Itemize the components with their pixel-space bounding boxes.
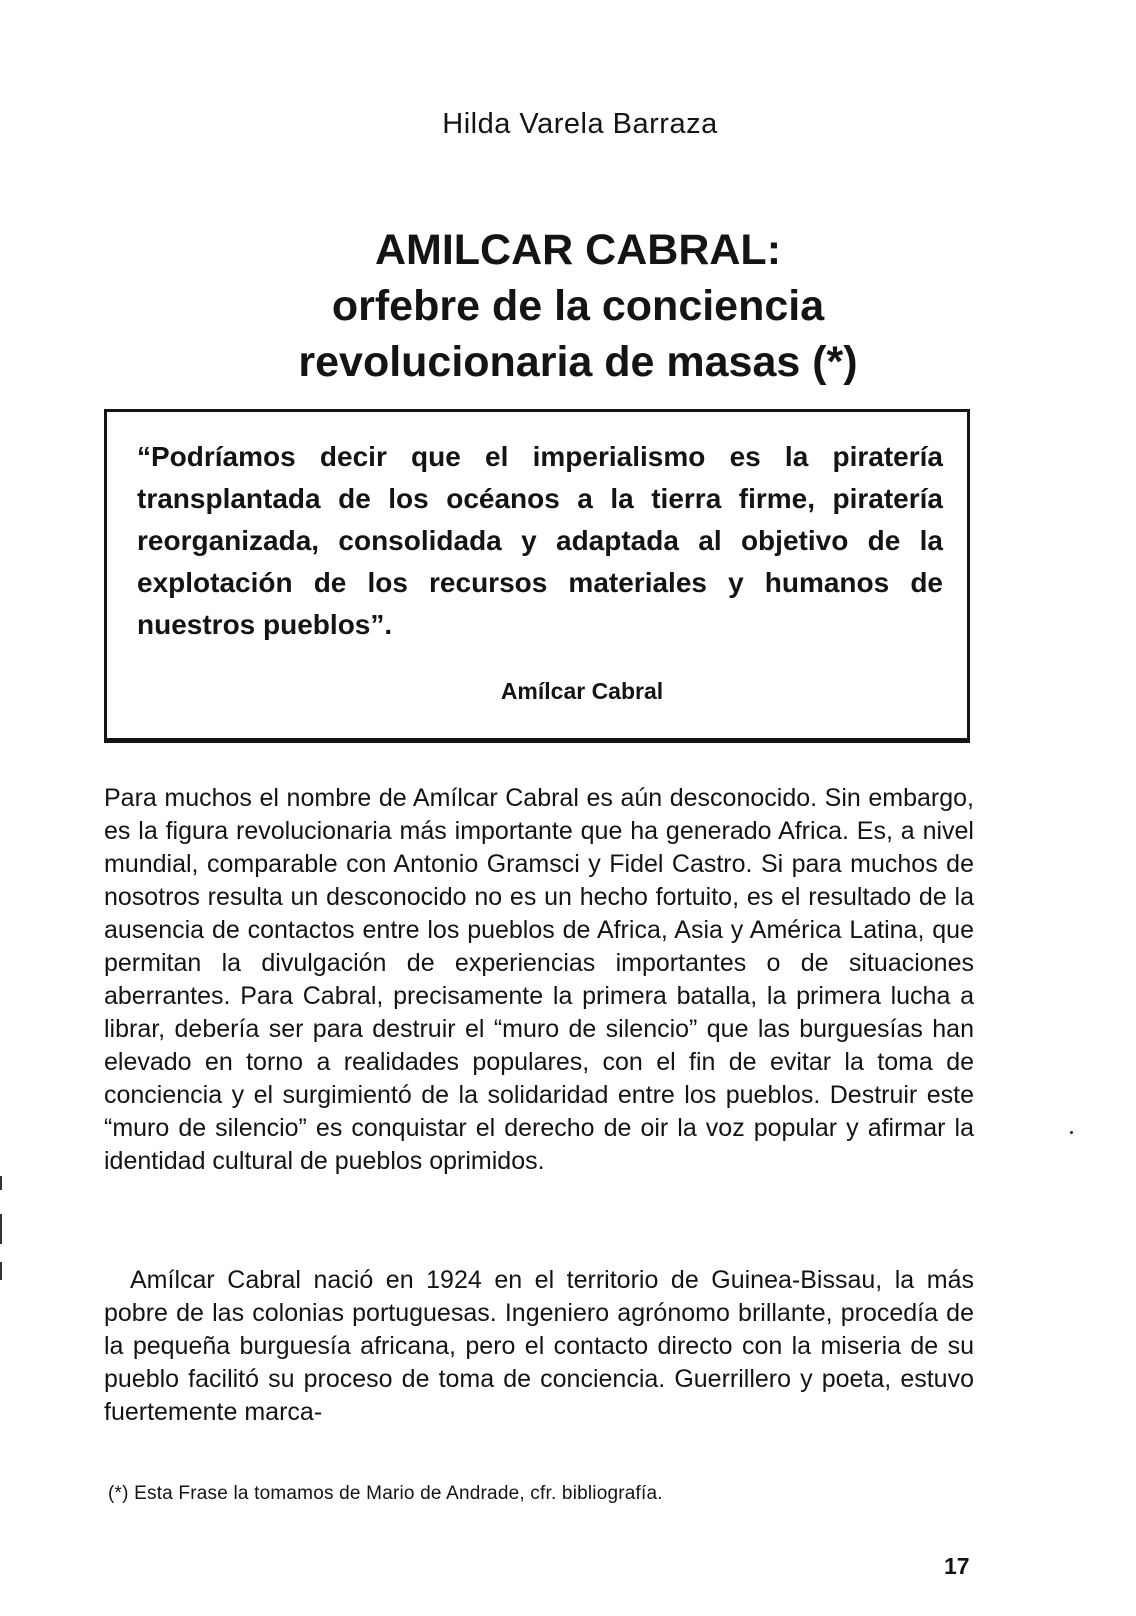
footnote: (*) Esta Frase la tomamos de Mario de Andrade, cfr. bibliografía. bbox=[108, 1483, 663, 1504]
title-line-1: AMILCAR CABRAL: bbox=[374, 226, 782, 274]
title-line-2: orfebre de la conciencia bbox=[331, 282, 825, 330]
epigraph-attribution: Amílcar Cabral bbox=[500, 678, 664, 704]
scan-margin-mark bbox=[0, 1214, 2, 1244]
title-line-3: revolucionaria de masas (*) bbox=[298, 338, 858, 386]
body-paragraph-2: Amílcar Cabral nació en 1924 en el territorio de Guinea-Bissau, la más pobre de las colonias portuguesas. Ingeniero agrónomo brillante, procedía de la pequeña burguesía africana, pero el contacto directo con la miseria de su pueblo facilitó su proceso de toma de conciencia. Guerrillero y poeta, estuvo fuertemente marca- bbox=[104, 1266, 974, 1426]
article-title bbox=[0, 222, 1136, 390]
epigraph-box bbox=[104, 409, 970, 743]
body-paragraph-1: Para muchos el nombre de Amílcar Cabral es aún desconocido. Sin embargo, es la figura revolucionaria más importante que ha generado Africa. Es, a nivel mundial, comparable con Antonio Gramsci y Fidel Castro. Si para muchos de nosotros resulta un desconocido no es un hecho fortuito, es el resultado de la ausencia de contactos entre los pueblos de Africa, Asia y América Latina, que permitan la divulgación de experiencias importantes o de situaciones aberrantes. Para Cabral, precisamente la primera batalla, la primera lucha a librar, debería ser para destruir el “muro de silencio” que las burguesías han elevado en torno a realidades populares, con el fin de evitar la toma de conciencia y el surgimientó de la solidaridad entre los pueblos. Destruir este “muro de silencio” es conquistar el derecho de oir la voz popular y afirmar la identidad cultural de pueblos oprimidos. bbox=[104, 784, 974, 1175]
page-number: 17 bbox=[944, 1553, 970, 1579]
scan-margin-mark bbox=[0, 1262, 2, 1280]
scan-speck bbox=[1070, 1131, 1073, 1134]
author-name: Hilda Varela Barraza bbox=[442, 108, 718, 140]
scan-margin-mark bbox=[0, 1176, 2, 1190]
epigraph-quote: “Podríamos decir que el imperialismo es la piratería transplantada de los océanos a la tierra firme, piratería reorganizada, consolidada y adaptada al objetivo de la explotación de los recursos materiales y humanos de nuestros pueblos”. bbox=[137, 441, 943, 640]
